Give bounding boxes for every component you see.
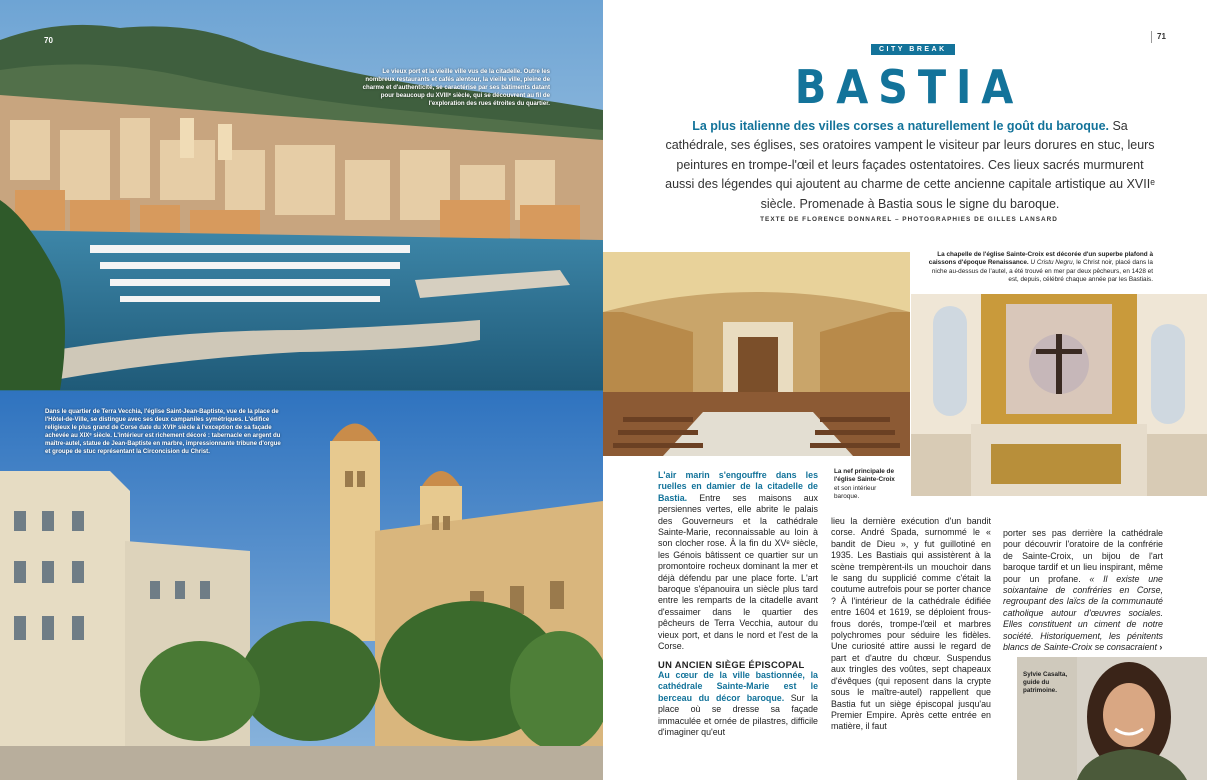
ceiling-caption-body: le Christ noir, placé dans la niche au-dessus de l'autel, a été trouvé en mer par deux pêcheurs, en 1428 et est, depuis, célébré chaque année par les Bastiais.	[931, 259, 1153, 283]
article-intro	[665, 117, 1155, 214]
paragraph-cathedrale	[658, 670, 818, 738]
paragraph-citadelle	[658, 470, 818, 653]
paragraph-oratoire	[1003, 528, 1163, 653]
intro-body: Sa cathédrale, ses églises, ses oratoires vampent le visiteur par leurs dorures en stuc, leurs peintures en trompe-l'œil et leurs façades ostentatoires. Ces lieux sacrés murmurent aussi des légendes qui ajoutent au charme de cette ancienne capitale artistique au XVIIᵉ siècle. Promenade à Bastia sous le signe du baroque.	[665, 119, 1155, 211]
continue-arrow-icon: ›	[1156, 642, 1163, 653]
section-subhead: UN ANCIEN SIÈGE ÉPISCOPAL	[658, 658, 805, 670]
paragraph-cathedrale-lead: Au cœur de la ville bastionnée, la cathédrale Sainte-Marie est le berceau du décor baroque.	[658, 669, 818, 703]
chapel-photo	[911, 294, 1207, 496]
church-caption: Dans le quartier de Terra Vecchia, l'église Saint-Jean-Baptiste, vue de la place de l'Hôtel-de-Ville, se distingue avec ses deux campaniles symétriques. L'édifice religieux le plus grand de Corse date du XVIIᵉ siècle à l'exception de sa façade achevée au XIXᵉ siècle. L'intérieur est richement décoré : tabernacle en argent du maître-autel, statue de Jean-Baptiste en marbre, impressionnante tribune d'orgue et groupe de stuc représentant la Circoncision du Christ.	[45, 408, 281, 456]
nave-caption-body: et son intérieur baroque.	[834, 484, 877, 500]
ceiling-caption-italic: U Cristu Negru,	[1028, 259, 1075, 267]
article-title: BASTIA	[794, 60, 1024, 114]
intro-lead: La plus italienne des villes corses a naturellement le goût du baroque.	[692, 119, 1109, 133]
text-column-1	[658, 470, 818, 738]
nave-photo	[603, 252, 910, 456]
left-page	[0, 0, 603, 780]
text-column-2	[831, 516, 991, 733]
ceiling-caption-lead: La chapelle de l'église Sainte-Croix est décorée d'un superbe plafond à caissons d'époque Renaissance.	[928, 251, 1153, 267]
paragraph-oratoire-body: porter ses pas derrière la cathédrale pour découvrir l'oratoire de la confrérie de Sainte-Croix, un bijou de l'art baroque tardif et un lieu inspirant, même pour un profane.	[1003, 528, 1163, 584]
text-column-3	[1003, 528, 1163, 653]
harbor-photo	[0, 0, 603, 390]
harbor-caption: Le vieux port et la vieille ville vus de la citadelle. Outre les nombreux restaurants et cafés alentour, la vieille ville, pleine de charme et d'authenticité, se caractérise par ses bâtiments datant pour beaucoup du XVIIIᵉ siècle, qui se découvrent au fil de l'exploration des rues étroites du quartier.	[362, 68, 550, 108]
portrait-caption: Sylvie Casalta, guide du patrimoine.	[1023, 671, 1068, 694]
paragraph-spada: lieu la dernière exécution d'un bandit corse. André Spada, surnommé le « bandit de Dieu », y fut guillotiné en 1935. Les Bastiais qui assistèrent à la scène trempèrent-ils un mouchoir dans le sang du supplicié comme c'était la coutume autrefois pour se porter chance ? À l'intérieur de la cathédrale édifiée entre 1604 et 1619, se déploient frous-frous dorés, trompe-l'œil et marbres polychromes pour séduire les fidèles. Une curiosité attire aussi le regard de part et d'autre du chœur. Suspendus aux tringles des voûtes, sept chapeaux d'évêques (qui reposent dans la crypte sous le maître-autel) rappellent que Bastia fut un siège épiscopal jusqu'au Premier Empire. Après cette entrée en matière, il faut	[831, 516, 991, 732]
article-credit: TEXTE DE FLORENCE DONNAREL – PHOTOGRAPHIES DE GILLES LANSARD	[760, 216, 1058, 223]
section-kicker: CITY BREAK	[871, 44, 955, 55]
page-number-right: 71	[1151, 31, 1166, 43]
right-page	[603, 0, 1215, 780]
paragraph-citadelle-body: Entre ses maisons aux persiennes vertes, elle abrite le palais des Gouverneurs et la cathédrale Sainte-Marie, reconnaissable au loin à son clocher rose. À la fin du XVᵉ siècle, les Génois bâtissent ce quartier sur un promontoire rocheux dominant la mer et déjà défendu par une place forte. L'art baroque s'épanouira un siècle plus tard entre les remparts de la citadelle avant d'essaimer dans le quartier des pêcheurs de Terra Vecchia, autour du vieux port, et dans le nord et l'est de la Corse.	[658, 492, 818, 652]
paragraph-citadelle-lead: L'air marin s'engouffre dans les ruelles en damier de la citadelle de Bastia.	[658, 470, 818, 503]
nave-caption-lead: La nef principale de l'église Sainte-Croix	[834, 468, 895, 484]
paragraph-oratoire-quote: « Il existe une soixantaine de confréries en Corse, regroupant des laïcs de la communauté catholique autour d'œuvres sociales. Elles constituent un ciment de notre société. Historiquement, les pénitents blancs de Sainte-Croix se consacraient	[1003, 573, 1163, 653]
nave-caption	[830, 466, 902, 503]
ceiling-caption	[921, 251, 1153, 284]
paragraph-cathedrale-body: Sur la place où se dresse sa façade immaculée et ornée de pilastres, difficile d'imaginer qu'eut	[658, 692, 818, 737]
page-number-left: 70	[44, 36, 53, 45]
